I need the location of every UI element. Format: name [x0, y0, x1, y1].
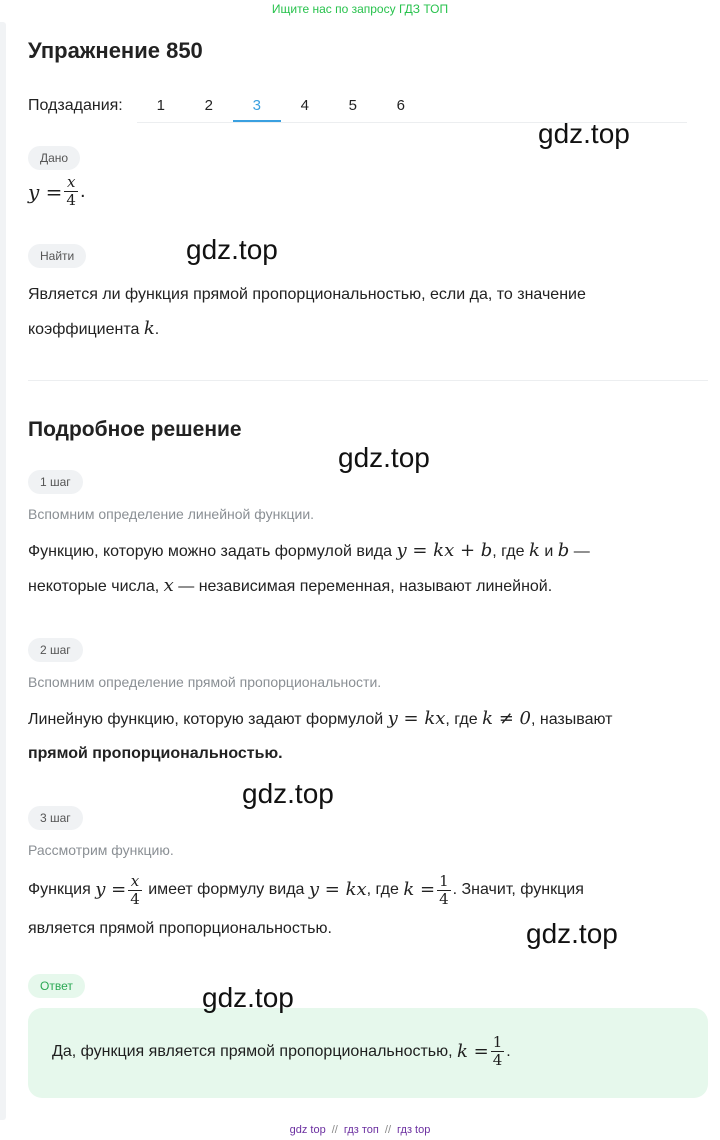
step-2-condition: k ≠ 0: [482, 708, 531, 729]
step-1-text: [28, 534, 698, 604]
given-frac-den: 4: [66, 191, 76, 209]
find-text-line-2: коэффициента k.: [28, 318, 160, 339]
step-3-frac-num: x: [130, 871, 140, 890]
watermark-1: gdz.top: [538, 118, 630, 149]
step-3-fraction: [128, 873, 142, 908]
tab-2[interactable]: 2: [204, 96, 213, 114]
footer-sep-1: //: [331, 1124, 338, 1136]
given-formula: [28, 174, 86, 209]
footer: [0, 1120, 720, 1140]
step-1-text-e: некоторые числа,: [28, 578, 160, 595]
step-2-pill: 2 шаг: [28, 638, 83, 662]
find-var-k: k: [143, 318, 155, 339]
top-banner[interactable]: Ищите нас по запросу ГДЗ ТОП: [271, 2, 449, 16]
answer-text: [52, 1034, 511, 1069]
answer-sentence: Да, функция является прямой пропорциональностью,: [52, 1042, 453, 1060]
subtasks-label: Подзадания:: [28, 97, 123, 114]
step-2-text-b: , где: [445, 711, 478, 728]
step-3-k-num: 1: [439, 871, 449, 890]
tab-3-active[interactable]: 3: [233, 90, 281, 122]
answer-box: [28, 1008, 708, 1098]
given-fraction: [64, 174, 78, 209]
answer-period: .: [506, 1042, 511, 1060]
find-text-line-1: Является ли функция прямой пропорциональностью, если да, то значение: [28, 286, 586, 303]
left-rail: [0, 22, 6, 1120]
step-1-text-a: Функцию, которую можно задать формулой вида: [28, 543, 393, 560]
step-2-line-1: [28, 702, 698, 737]
step-2-hint: Вспомним определение прямой пропорциональности.: [28, 674, 382, 690]
step-1-var-k: k: [528, 540, 540, 561]
footer-link-2[interactable]: гдз топ: [343, 1124, 379, 1136]
exercise-card: [12, 22, 720, 1120]
watermark-6: gdz.top: [202, 982, 294, 1013]
answer-pill: Ответ: [28, 974, 85, 998]
step-1-text-c: и: [544, 543, 554, 560]
step-1-formula: y = kx + b: [396, 540, 493, 561]
watermark-5: gdz.top: [526, 918, 618, 949]
footer-sep-2: //: [384, 1124, 392, 1136]
step-2-text-c: , называют: [530, 711, 613, 728]
step-3-hint: Рассмотрим функцию.: [28, 842, 174, 858]
footer-link-3[interactable]: гдз top: [397, 1124, 431, 1136]
step-1-var-b: b: [557, 540, 570, 561]
tab-4[interactable]: 4: [300, 96, 309, 114]
find-text-coef: коэффициента: [28, 321, 140, 338]
step-3-line-2: является прямой пропорциональностью.: [28, 920, 332, 937]
step-2-text-a: Линейную функцию, которую задают формулой: [28, 711, 384, 728]
given-lhs: y =: [28, 179, 63, 204]
step-3-pill: 3 шаг: [28, 806, 83, 830]
page-title: Упражнение 850: [28, 38, 203, 63]
step-1-pill: 1 шаг: [28, 470, 83, 494]
solution-title: Подробное решение: [28, 418, 242, 441]
step-1-line-1: [28, 534, 698, 569]
footer-link-1[interactable]: gdz top: [289, 1124, 326, 1136]
step-2-text: [28, 702, 698, 771]
answer-fraction: [491, 1034, 505, 1069]
answer-k-lhs: k =: [457, 1041, 489, 1062]
step-1-dash: —: [573, 543, 590, 560]
step-3-k-fraction: [437, 873, 451, 908]
step-3-text-c: , где: [366, 881, 399, 898]
section-divider: [28, 380, 708, 381]
find-text: [28, 278, 698, 347]
given-frac-num: x: [66, 173, 76, 191]
answer-frac-den: 4: [492, 1051, 503, 1069]
step-1-var-x: x: [163, 575, 174, 596]
step-1-line-2: [28, 569, 698, 604]
step-3-frac-den: 4: [130, 889, 140, 908]
answer-frac-num: 1: [492, 1033, 503, 1051]
step-1-text-b: , где: [492, 543, 525, 560]
step-3-formula: y = kx: [308, 879, 367, 900]
tab-6[interactable]: 6: [396, 96, 405, 114]
watermark-4: gdz.top: [242, 778, 334, 809]
step-3-text-d: . Значит, функция: [452, 881, 584, 898]
step-1-text-f: — независимая переменная, называют линейной.: [178, 578, 553, 595]
given-pill: Дано: [28, 146, 80, 170]
watermark-2: gdz.top: [186, 234, 278, 265]
step-3-k-den: 4: [439, 889, 449, 908]
tab-1[interactable]: 1: [156, 96, 165, 114]
step-2-formula: y = kx: [387, 708, 446, 729]
step-1-hint: Вспомним определение линейной функции.: [28, 506, 315, 522]
find-pill: Найти: [28, 244, 86, 268]
step-2-bold-term: прямой пропорциональностью.: [28, 745, 283, 762]
step-3-k-lhs: k =: [403, 879, 436, 900]
step-3-text-b: имеет формулу вида: [148, 881, 305, 898]
step-3-lhs: y =: [95, 879, 127, 900]
step-2-line-2: [28, 737, 698, 771]
given-period: .: [79, 180, 86, 202]
step-3-line-1: [28, 868, 698, 912]
step-3-text-a: Функция: [28, 881, 91, 898]
tab-5[interactable]: 5: [348, 96, 357, 114]
watermark-3: gdz.top: [338, 442, 430, 473]
